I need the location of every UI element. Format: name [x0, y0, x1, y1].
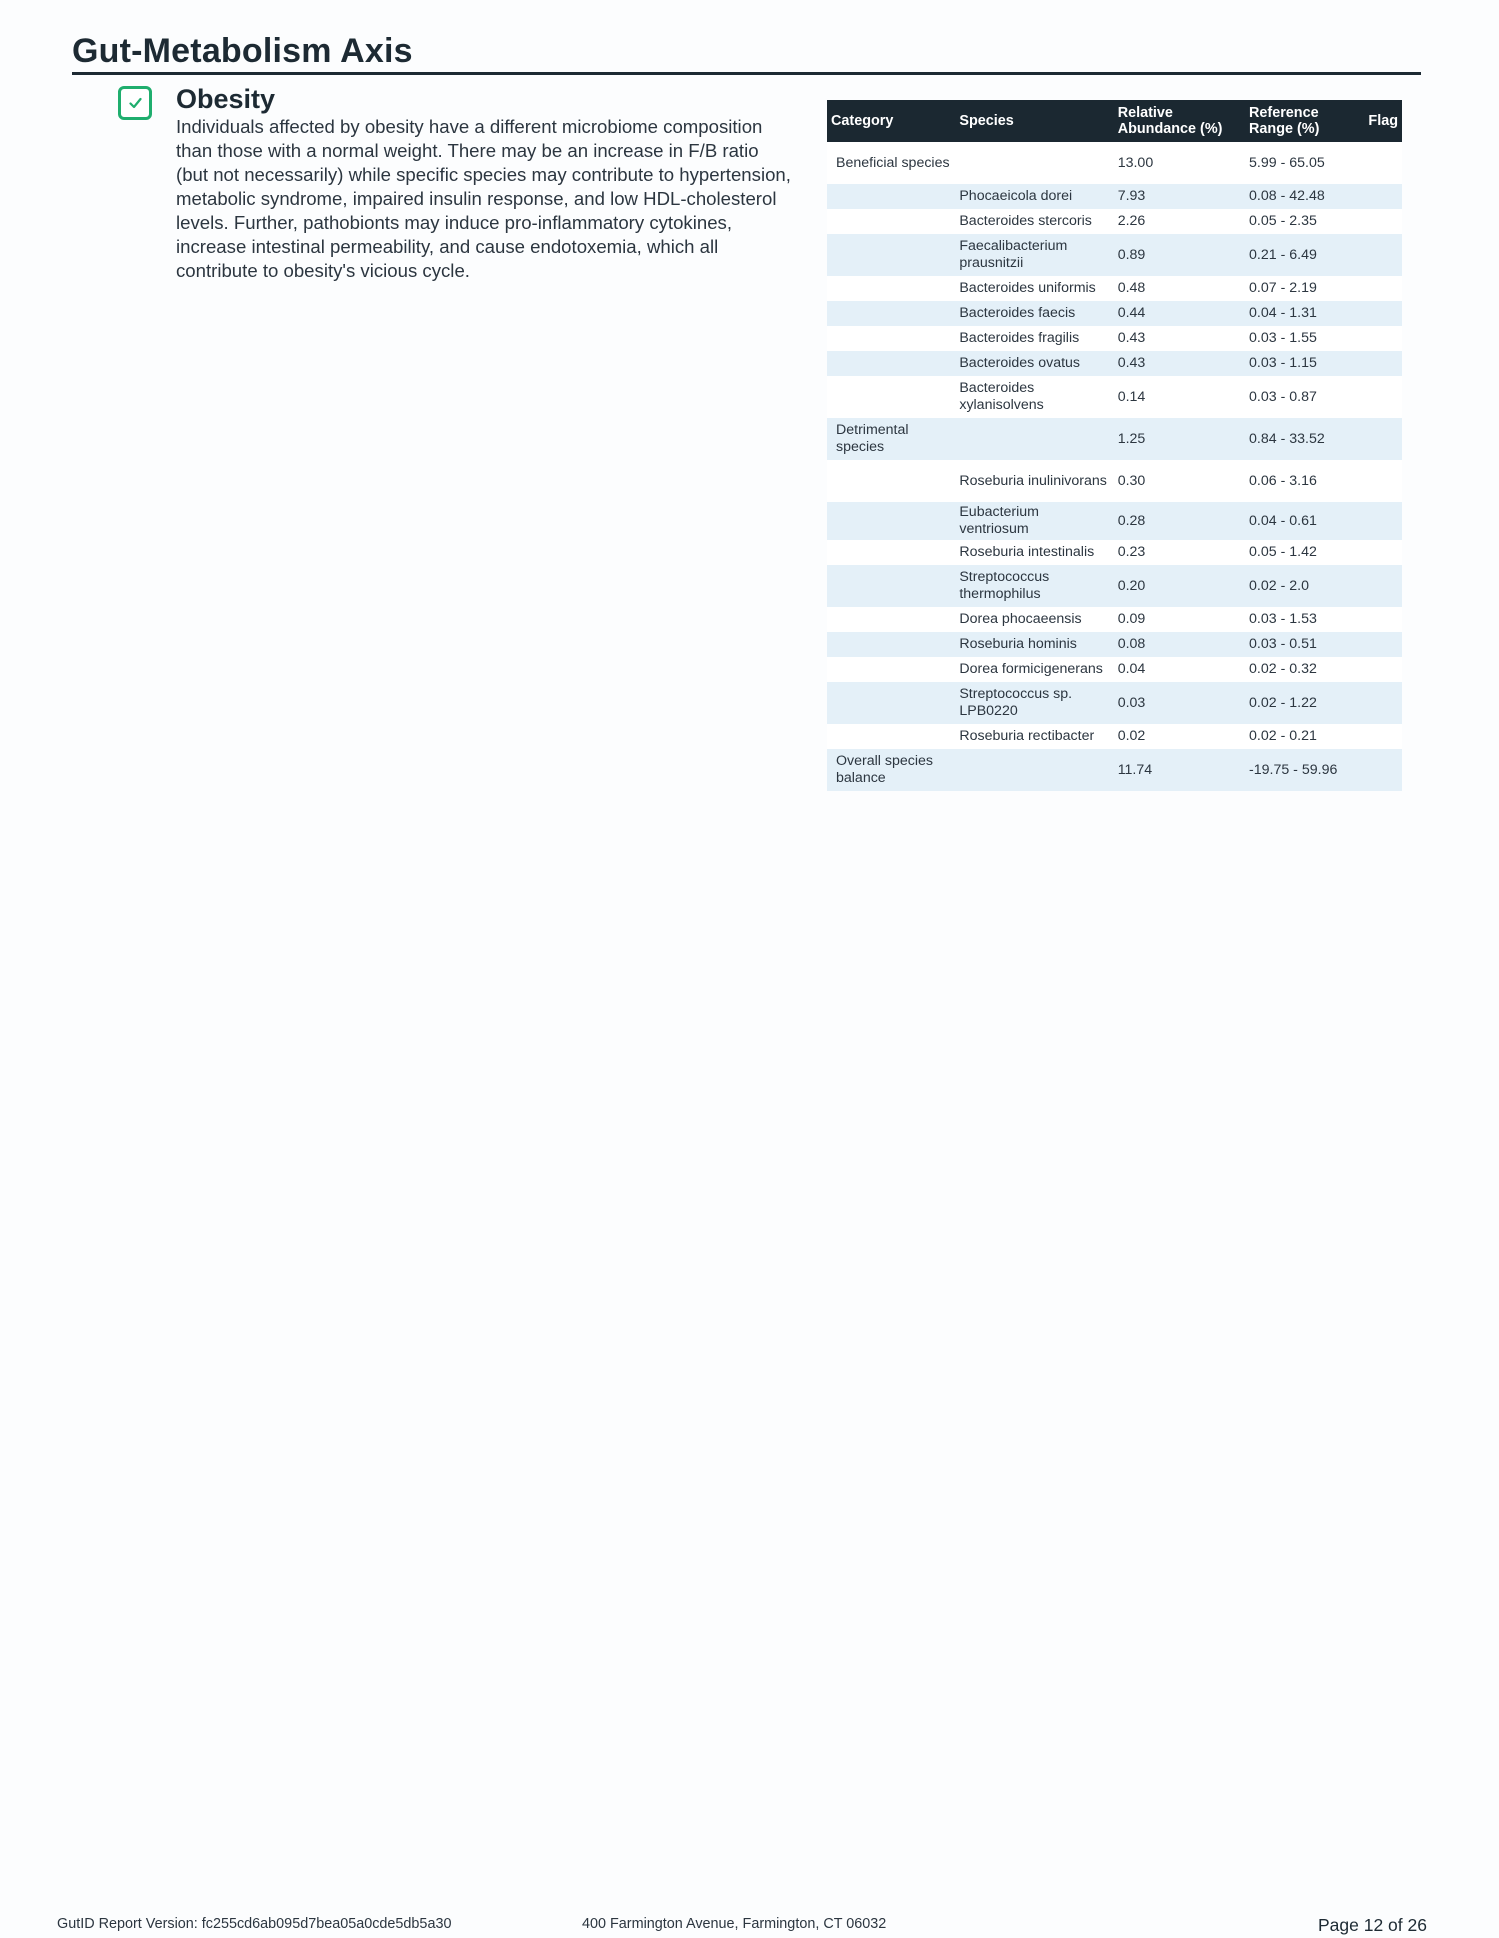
table-row — [827, 502, 1402, 540]
table-row — [827, 460, 1402, 502]
species-table — [827, 100, 1402, 791]
table-body — [827, 142, 1402, 791]
cell-abundance: 0.08 — [1114, 632, 1245, 657]
cell-species: Roseburia inulinivorans — [955, 460, 1113, 502]
cell-flag — [1364, 565, 1402, 607]
cell-abundance: 0.04 — [1114, 657, 1245, 682]
cell-category — [827, 326, 955, 351]
cell-range: 0.06 - 3.16 — [1245, 460, 1364, 502]
cell-abundance: 7.93 — [1114, 184, 1245, 209]
cell-category — [827, 682, 955, 724]
cell-species: Roseburia rectibacter — [955, 724, 1113, 749]
table-row — [827, 276, 1402, 301]
cell-category — [827, 565, 955, 607]
cell-species — [955, 418, 1113, 460]
cell-abundance: 0.09 — [1114, 607, 1245, 632]
cell-abundance: 0.44 — [1114, 301, 1245, 326]
cell-species: Eubacterium ventriosum — [955, 502, 1113, 540]
cell-range: 0.04 - 0.61 — [1245, 502, 1364, 540]
cell-category: Beneficial species — [827, 142, 955, 184]
header-category: Category — [827, 100, 955, 142]
table-row — [827, 301, 1402, 326]
report-version: GutID Report Version: fc255cd6ab095d7bea05a0cde5db5a30 — [57, 1916, 452, 1932]
cell-flag — [1364, 502, 1402, 540]
cell-flag — [1364, 301, 1402, 326]
cell-flag — [1364, 142, 1402, 184]
table-row — [827, 418, 1402, 460]
cell-range: 0.03 - 1.53 — [1245, 607, 1364, 632]
table-row — [827, 376, 1402, 418]
section-description: Individuals affected by obesity have a different microbiome composition than those with a normal weight. There may be an increase in F/B ratio (but not necessarily) while specific species may contribute to hypertension, metabolic syndrome, impaired insulin response, and low HDL-cholesterol levels. Further, pathobionts may induce pro-inflammatory cytokines, increase intestinal permeability, and cause endotoxemia, which all contribute to obesity's vicious cycle. — [176, 116, 791, 281]
table-row — [827, 234, 1402, 276]
table-row — [827, 184, 1402, 209]
cell-category — [827, 632, 955, 657]
cell-category: Detrimental species — [827, 418, 955, 460]
cell-abundance: 0.43 — [1114, 351, 1245, 376]
cell-species: Bacteroides xylanisolvens — [955, 376, 1113, 418]
table-row — [827, 724, 1402, 749]
table-row — [827, 565, 1402, 607]
cell-range: 0.84 - 33.52 — [1245, 418, 1364, 460]
cell-category: Overall species balance — [827, 749, 955, 791]
cell-category — [827, 502, 955, 540]
section-title: Obesity — [176, 84, 276, 114]
cell-range: 0.02 - 0.21 — [1245, 724, 1364, 749]
header-abundance: Relative Abundance (%) — [1114, 100, 1245, 142]
cell-category — [827, 209, 955, 234]
cell-flag — [1364, 276, 1402, 301]
cell-range: 0.03 - 1.15 — [1245, 351, 1364, 376]
cell-abundance: 0.20 — [1114, 565, 1245, 607]
cell-range: 0.08 - 42.48 — [1245, 184, 1364, 209]
page-title: Gut-Metabolism Axis — [72, 32, 413, 70]
cell-species: Faecalibacterium prausnitzii — [955, 234, 1113, 276]
table-row — [827, 657, 1402, 682]
cell-abundance: 0.30 — [1114, 460, 1245, 502]
cell-abundance: 0.14 — [1114, 376, 1245, 418]
cell-category — [827, 184, 955, 209]
cell-flag — [1364, 351, 1402, 376]
table-row — [827, 632, 1402, 657]
cell-category — [827, 657, 955, 682]
table-row — [827, 209, 1402, 234]
cell-species — [955, 749, 1113, 791]
cell-species: Streptococcus thermophilus — [955, 565, 1113, 607]
cell-abundance: 0.03 — [1114, 682, 1245, 724]
footer-address: 400 Farmington Avenue, Farmington, CT 06032 — [582, 1916, 887, 1932]
cell-range: 0.02 - 2.0 — [1245, 565, 1364, 607]
cell-species: Roseburia intestinalis — [955, 540, 1113, 565]
cell-abundance: 11.74 — [1114, 749, 1245, 791]
table-row — [827, 749, 1402, 791]
cell-flag — [1364, 209, 1402, 234]
cell-category — [827, 540, 955, 565]
cell-range: 0.03 - 1.55 — [1245, 326, 1364, 351]
cell-flag — [1364, 632, 1402, 657]
cell-abundance: 0.28 — [1114, 502, 1245, 540]
cell-flag — [1364, 460, 1402, 502]
cell-species: Bacteroides faecis — [955, 301, 1113, 326]
cell-species: Roseburia hominis — [955, 632, 1113, 657]
cell-flag — [1364, 418, 1402, 460]
cell-species: Bacteroides uniformis — [955, 276, 1113, 301]
cell-range: 0.03 - 0.87 — [1245, 376, 1364, 418]
table-header-row — [827, 100, 1402, 142]
cell-range: 5.99 - 65.05 — [1245, 142, 1364, 184]
cell-range: 0.02 - 1.22 — [1245, 682, 1364, 724]
cell-abundance: 13.00 — [1114, 142, 1245, 184]
table-row — [827, 326, 1402, 351]
table-row — [827, 351, 1402, 376]
cell-abundance: 0.89 — [1114, 234, 1245, 276]
header-species: Species — [955, 100, 1113, 142]
table-row — [827, 540, 1402, 565]
cell-flag — [1364, 657, 1402, 682]
cell-flag — [1364, 326, 1402, 351]
cell-flag — [1364, 607, 1402, 632]
checkmark-glyph — [129, 97, 142, 109]
table-row — [827, 607, 1402, 632]
cell-category — [827, 724, 955, 749]
cell-species: Streptococcus sp. LPB0220 — [955, 682, 1113, 724]
cell-species: Dorea formicigenerans — [955, 657, 1113, 682]
cell-abundance: 0.48 — [1114, 276, 1245, 301]
cell-category — [827, 276, 955, 301]
cell-flag — [1364, 184, 1402, 209]
cell-species: Bacteroides ovatus — [955, 351, 1113, 376]
title-divider — [72, 72, 1421, 75]
cell-range: 0.03 - 0.51 — [1245, 632, 1364, 657]
page-number: Page 12 of 26 — [1318, 1915, 1427, 1935]
cell-category — [827, 376, 955, 418]
header-flag: Flag — [1364, 100, 1402, 142]
cell-range: 0.21 - 6.49 — [1245, 234, 1364, 276]
table-row — [827, 142, 1402, 184]
cell-abundance: 0.43 — [1114, 326, 1245, 351]
cell-abundance: 1.25 — [1114, 418, 1245, 460]
cell-category — [827, 351, 955, 376]
cell-category — [827, 607, 955, 632]
cell-category — [827, 460, 955, 502]
header-range: Reference Range (%) — [1245, 100, 1364, 142]
cell-flag — [1364, 749, 1402, 791]
cell-abundance: 0.02 — [1114, 724, 1245, 749]
cell-species: Bacteroides stercoris — [955, 209, 1113, 234]
check-icon — [118, 86, 152, 120]
cell-range: -19.75 - 59.96 — [1245, 749, 1364, 791]
cell-range: 0.07 - 2.19 — [1245, 276, 1364, 301]
cell-flag — [1364, 234, 1402, 276]
cell-range: 0.05 - 1.42 — [1245, 540, 1364, 565]
cell-flag — [1364, 540, 1402, 565]
cell-species — [955, 142, 1113, 184]
cell-species: Bacteroides fragilis — [955, 326, 1113, 351]
cell-species: Dorea phocaeensis — [955, 607, 1113, 632]
cell-flag — [1364, 724, 1402, 749]
cell-abundance: 2.26 — [1114, 209, 1245, 234]
cell-category — [827, 234, 955, 276]
cell-range: 0.04 - 1.31 — [1245, 301, 1364, 326]
cell-species: Phocaeicola dorei — [955, 184, 1113, 209]
cell-range: 0.05 - 2.35 — [1245, 209, 1364, 234]
table-row — [827, 682, 1402, 724]
cell-flag — [1364, 376, 1402, 418]
cell-abundance: 0.23 — [1114, 540, 1245, 565]
cell-flag — [1364, 682, 1402, 724]
cell-range: 0.02 - 0.32 — [1245, 657, 1364, 682]
cell-category — [827, 301, 955, 326]
